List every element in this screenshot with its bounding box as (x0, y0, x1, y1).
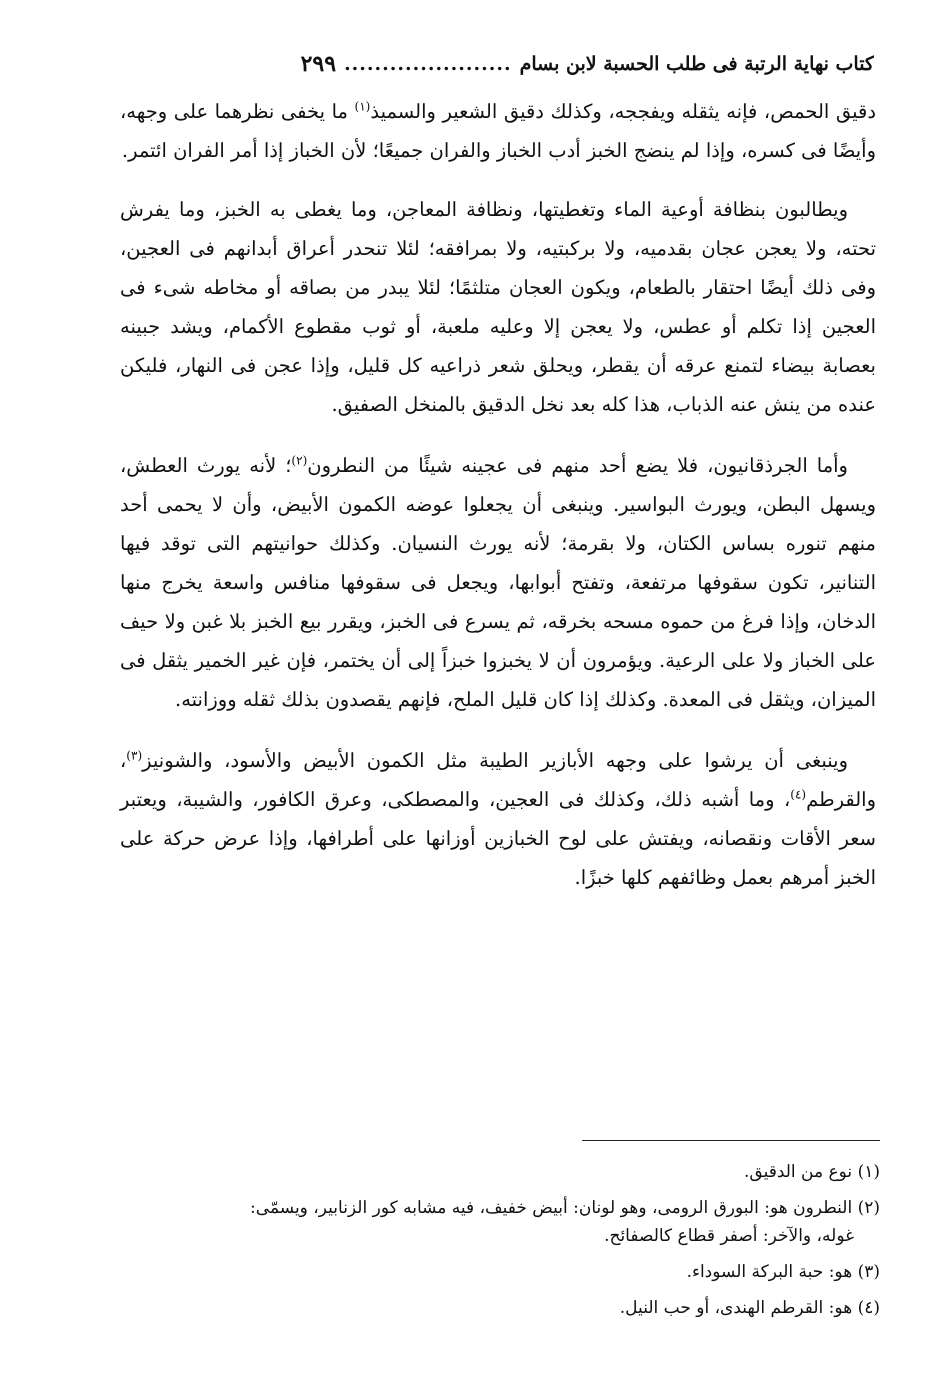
footnote-text: هو: حبة البركة السوداء. (686, 1262, 853, 1282)
paragraph-1-text-b: ما يخفى نظرهما على وجهه، وأيضًا فى كسره، وإذا لم ينضج الخبز أدب الخباز والفران جميعًا؛ لأن الخباز إذا أمر الفران ائتمر. (120, 100, 876, 162)
footnote-text: النطرون هو: البورق الرومى، وهو لونان: أبيض خفيف، فيه مشابه كور الزنابير، ويسمّى: (250, 1198, 853, 1218)
paragraph-3-text-b: ؛ لأنه يورث العطش، ويسهل البطن، ويورث البواسير. وينبغى أن يجعلوا عوضه الكمون الأبيض، وأن لا يحمى أحد منهم تنوره بساس الكتان، ولا بقرمة؛ لأنه يورث النسيان. وكذلك حوانيتهم التى توقد فيها التنانير، تكون سقوفها مرتفعة، وتفتح أبوابها، ويجعل فى سقوفها منافس واسعة يخرج منها الدخان، وإذا فرغ من حموه مسحه بخرقه، ثم يسرع فى الخبز، ويقرر بيع الخبز بلا غبن ولا حيف على الخباز ولا على الرعية. ويؤمرون أن لا يخبزوا خبزاً إلى أن يختمر، فإن غير الخمير يثقل فى الميزان، ويثقل فى المعدة. وكذلك إذا كان قليل الملح، فإنهم يقصدون بذلك ثقله ووزانته. (120, 454, 876, 711)
footnotes (108, 1158, 880, 1330)
paragraph-4-text-b: ، والقرطم (120, 749, 876, 811)
paragraph-4-text-a: وينبغى أن يرشوا على وجهه الأبازير الطيبة مثل الكمون الأبيض والأسود، والشونيز (142, 749, 848, 772)
footnote-ref-2: (٢) (291, 453, 308, 468)
footnote-text: نوع من الدقيق. (743, 1162, 853, 1182)
footnote-number: (٢) (857, 1198, 880, 1218)
footnote-4 (108, 1294, 880, 1322)
footnote-3 (108, 1258, 880, 1286)
footnote-ref-4: (٤) (790, 787, 807, 802)
footnote-ref-3: (٣) (126, 748, 143, 763)
footnote-number: (٤) (857, 1298, 880, 1318)
footnote-text: هو: القرطم الهندى، أو حب النيل. (619, 1298, 853, 1318)
page-number: ٢٩٩ (300, 51, 337, 77)
running-header (118, 44, 874, 84)
paragraph-4-text-c: ، وما أشبه ذلك، وكذلك فى العجين، والمصطكى، وعرق الكافور، والشيبة، ويعتبر سعر الأقات ونقصانه، ويفتش على لوح الخبازين أوزانها على أطرافها، وإذا عرض حركة على الخبز أمرهم بعمل وظائفهم كلها خبزًا. (120, 788, 876, 889)
paragraph-4 (120, 741, 876, 897)
paragraph-3 (120, 446, 876, 719)
paragraph-1-text-a: دقيق الحمص، فإنه يثقله ويفججه، وكذلك دقيق الشعير والسميذ (370, 100, 877, 123)
paragraph-3-text-a: وأما الجرذقانيون، فلا يضع أحد منهم فى عجينه شيئًا من النطرون (307, 454, 848, 477)
footnote-separator (582, 1140, 880, 1141)
footnote-number: (١) (857, 1162, 880, 1182)
paragraph-2: ويطالبون بنظافة أوعية الماء وتغطيتها، ونظافة المعاجن، وما يغطى به الخبز، وما يفرش تحته، ولا يعجن عجان بقدميه، ولا بركبتيه، ولا بمرافقه؛ لئلا تنحدر أعراق أبدانهم فى العجين، وفى ذلك أيضًا احتقار بالطعام، ويكون العجان متلثمًا؛ لئلا يبدر من بصاقه أو مخاطه شىء فى العجين إذا تكلم أو عطس، ولا يعجن إلا وعليه ملعبة، أو ثوب مقطوع الأكمام، ويشد جبينه بعصابة بيضاء لتمنع عرقه أن يقطر، ويحلق شعر ذراعيه كل قليل، وإذا عجن فى النهار، فليكن عنده من ينش عنه الذباب، هذا كله بعد نخل الدقيق بالمنخل الصفيق. (120, 198, 876, 416)
footnote-ref-1: (١) (354, 99, 371, 114)
footnote-continuation: غوله، والآخر: أصفر قطاع كالصفائح. (604, 1226, 854, 1246)
footnote-1 (108, 1158, 880, 1186)
book-title: كتاب نهاية الرتبة فى طلب الحسبة لابن بسام (519, 53, 874, 75)
main-text (120, 92, 876, 919)
dot-leader: ...................... (344, 53, 512, 75)
footnote-2 (108, 1194, 880, 1250)
paragraph-1 (120, 92, 876, 170)
footnote-number: (٣) (857, 1262, 880, 1282)
